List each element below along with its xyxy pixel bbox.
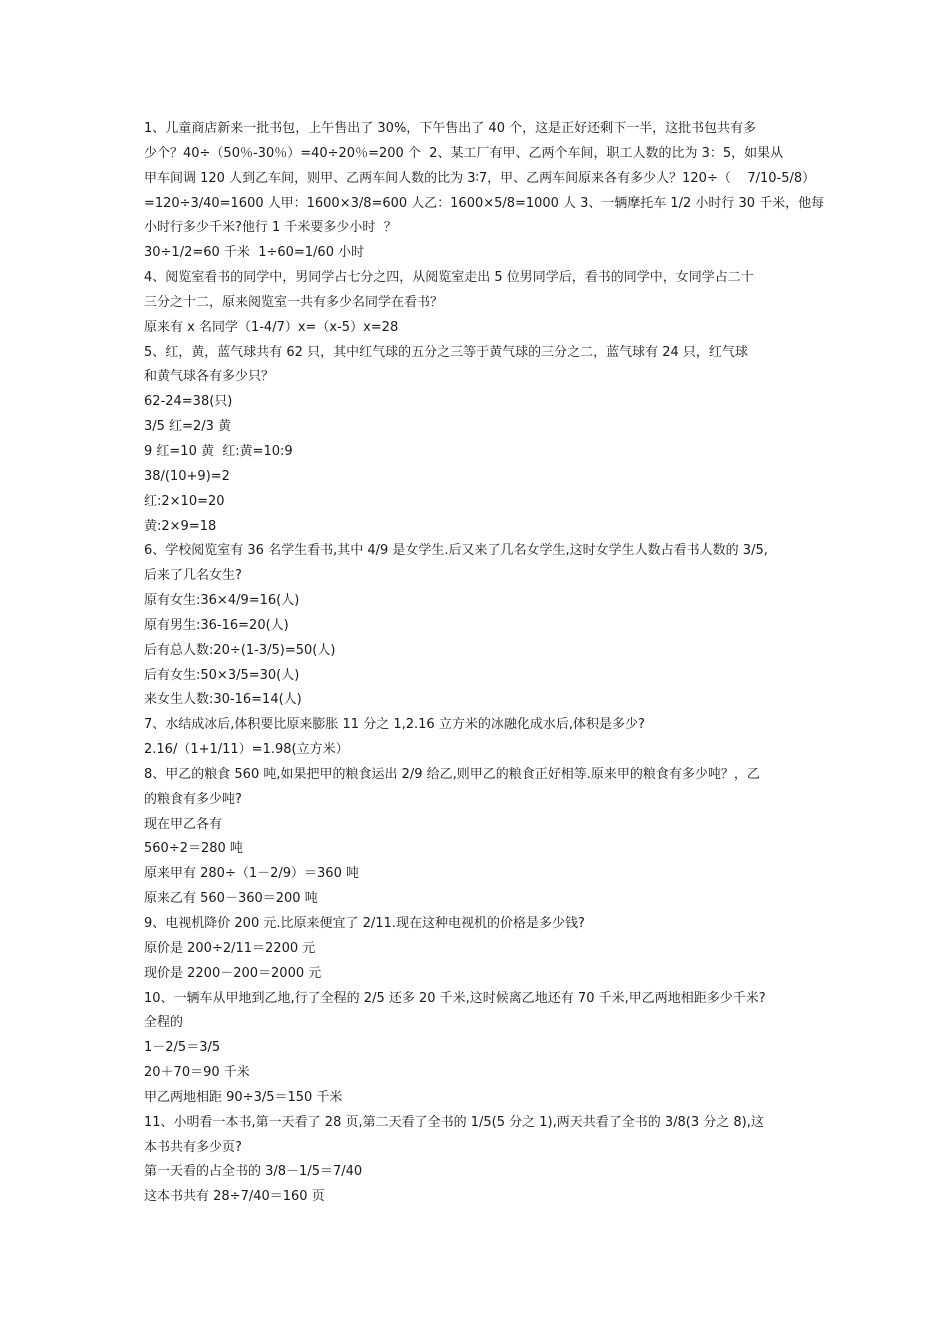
text-line: 9、电视机降价 200 元.比原来便宜了 2/11.现在这种电视机的价格是多少钱?: [144, 916, 585, 931]
text-line: 5、红，黄，蓝气球共有 62 只，其中红气球的五分之三等于黄气球的三分之二，蓝气球有 24 只，红气球: [144, 344, 748, 360]
text-line: 8、甲乙的粮食 560 吨,如果把甲的粮食运出 2/9 给乙,则甲乙的粮食正好相等.原来甲的粮食有多少吨？，乙: [144, 766, 760, 782]
text-line: 6、学校阅览室有 36 名学生看书,其中 4/9 是女学生.后又来了几名女学生,这时女学生人数占看书人数的 3/5,: [144, 543, 768, 559]
text-line: 11、小明看一本书,第一天看了 28 页,第二天看了全书的 1/5(5 分之 1),两天共看了全书的 3/8(3 分之 8),这: [144, 1114, 764, 1130]
text-line: 红:2×10=20: [144, 493, 225, 509]
text-line: 全程的: [144, 1015, 184, 1031]
text-line: 的粮食有多少吨?: [144, 791, 242, 807]
text-line: 后来了几名女生?: [144, 568, 242, 584]
text-line: 后有女生:50×3/5=30(人): [144, 667, 300, 683]
text-line: 这本书共有 28÷7/40＝160 页: [144, 1189, 325, 1205]
text-line: 9 红=10 黄 红:黄=10:9: [144, 443, 293, 459]
text-line: 现在甲乙各有: [144, 816, 223, 832]
text-line: 三分之十二，原来阅览室一共有多少名同学在看书？: [144, 294, 444, 310]
text-line: 原来乙有 560－360＝200 吨: [144, 891, 318, 907]
text-line: 62-24=38(只): [144, 394, 233, 410]
text-line: 原价是 200÷2/11＝2200 元: [144, 940, 316, 956]
text-line: 甲乙两地相距 90÷3/5＝150 千米: [144, 1089, 343, 1105]
text-line: 原来甲有 280÷（1－2/9）＝360 吨: [144, 866, 359, 882]
text-line: 2.16/（1+1/11）=1.98(立方米）: [144, 742, 349, 758]
text-line: 本书共有多少页?: [144, 1139, 242, 1155]
text-line: 1－2/5＝3/5: [144, 1040, 221, 1056]
text-line: 10、一辆车从甲地到乙地,行了全程的 2/5 还多 20 千米,这时候离乙地还有 70 千米,甲乙两地相距多少千米?: [144, 990, 766, 1006]
text-line: 第一天看的占全书的 3/8－1/5＝7/40: [144, 1164, 363, 1180]
text-line: 原来有 x 名同学（1-4/7）x=（x-5）x=28: [144, 319, 399, 335]
text-line: 1、儿童商店新来一批书包，上午售出了 30%，下午售出了 40 个，这是正好还剩下一半，这批书包共有多: [144, 121, 757, 136]
text-line: 现价是 2200－200＝2000 元: [144, 965, 322, 981]
text-line: 30÷1/2=60 千米 1÷60=1/60 小时: [144, 245, 365, 261]
text-line: 少个？40÷（50％-30％）=40÷20％=200 个 2、某工厂有甲、乙两个车间，职工人数的比为 3：5，如果从: [144, 145, 784, 161]
text-line: 38/(10+9)=2: [144, 468, 230, 484]
text-line: 甲车间调 120 人到乙车间，则甲、乙两车间人数的比为 3∶7，甲、乙两车间原来各有多少人？120÷（ 7/10-5/8）: [144, 170, 816, 186]
text-line: 4、阅览室看书的同学中，男同学占七分之四，从阅览室走出 5 位男同学后，看书的同学中，女同学占二十: [144, 270, 754, 286]
text-line: 20＋70＝90 千米: [144, 1065, 250, 1081]
text-line: 7、水结成冰后,体积要比原来膨胀 11 分之 1,2.16 立方米的冰融化成水后,体积是多少?: [144, 717, 645, 733]
text-line: 原有女生:36×4/9=16(人): [144, 593, 300, 609]
text-line: 黄:2×9=18: [144, 518, 217, 534]
text-line: =120÷3/40=1600 人甲：1600×3/8=600 人乙：1600×5/8=1000 人 3、一辆摩托车 1/2 小时行 30 千米，他每: [144, 195, 825, 211]
text-line: 来女生人数:30-16=14(人): [144, 692, 302, 708]
text-line: 后有总人数:20÷(1-3/5)=50(人): [144, 642, 336, 658]
document-body: [144, 117, 825, 1210]
text-line: 3/5 红=2/3 黄: [144, 419, 232, 435]
text-line: 原有男生:36-16=20(人): [144, 617, 289, 633]
text-line: 和黄气球各有多少只？: [144, 369, 275, 385]
text-line: 560÷2＝280 吨: [144, 841, 243, 857]
text-line: 小时行多少千米?他行 1 千米要多少小时 ？: [144, 220, 397, 236]
